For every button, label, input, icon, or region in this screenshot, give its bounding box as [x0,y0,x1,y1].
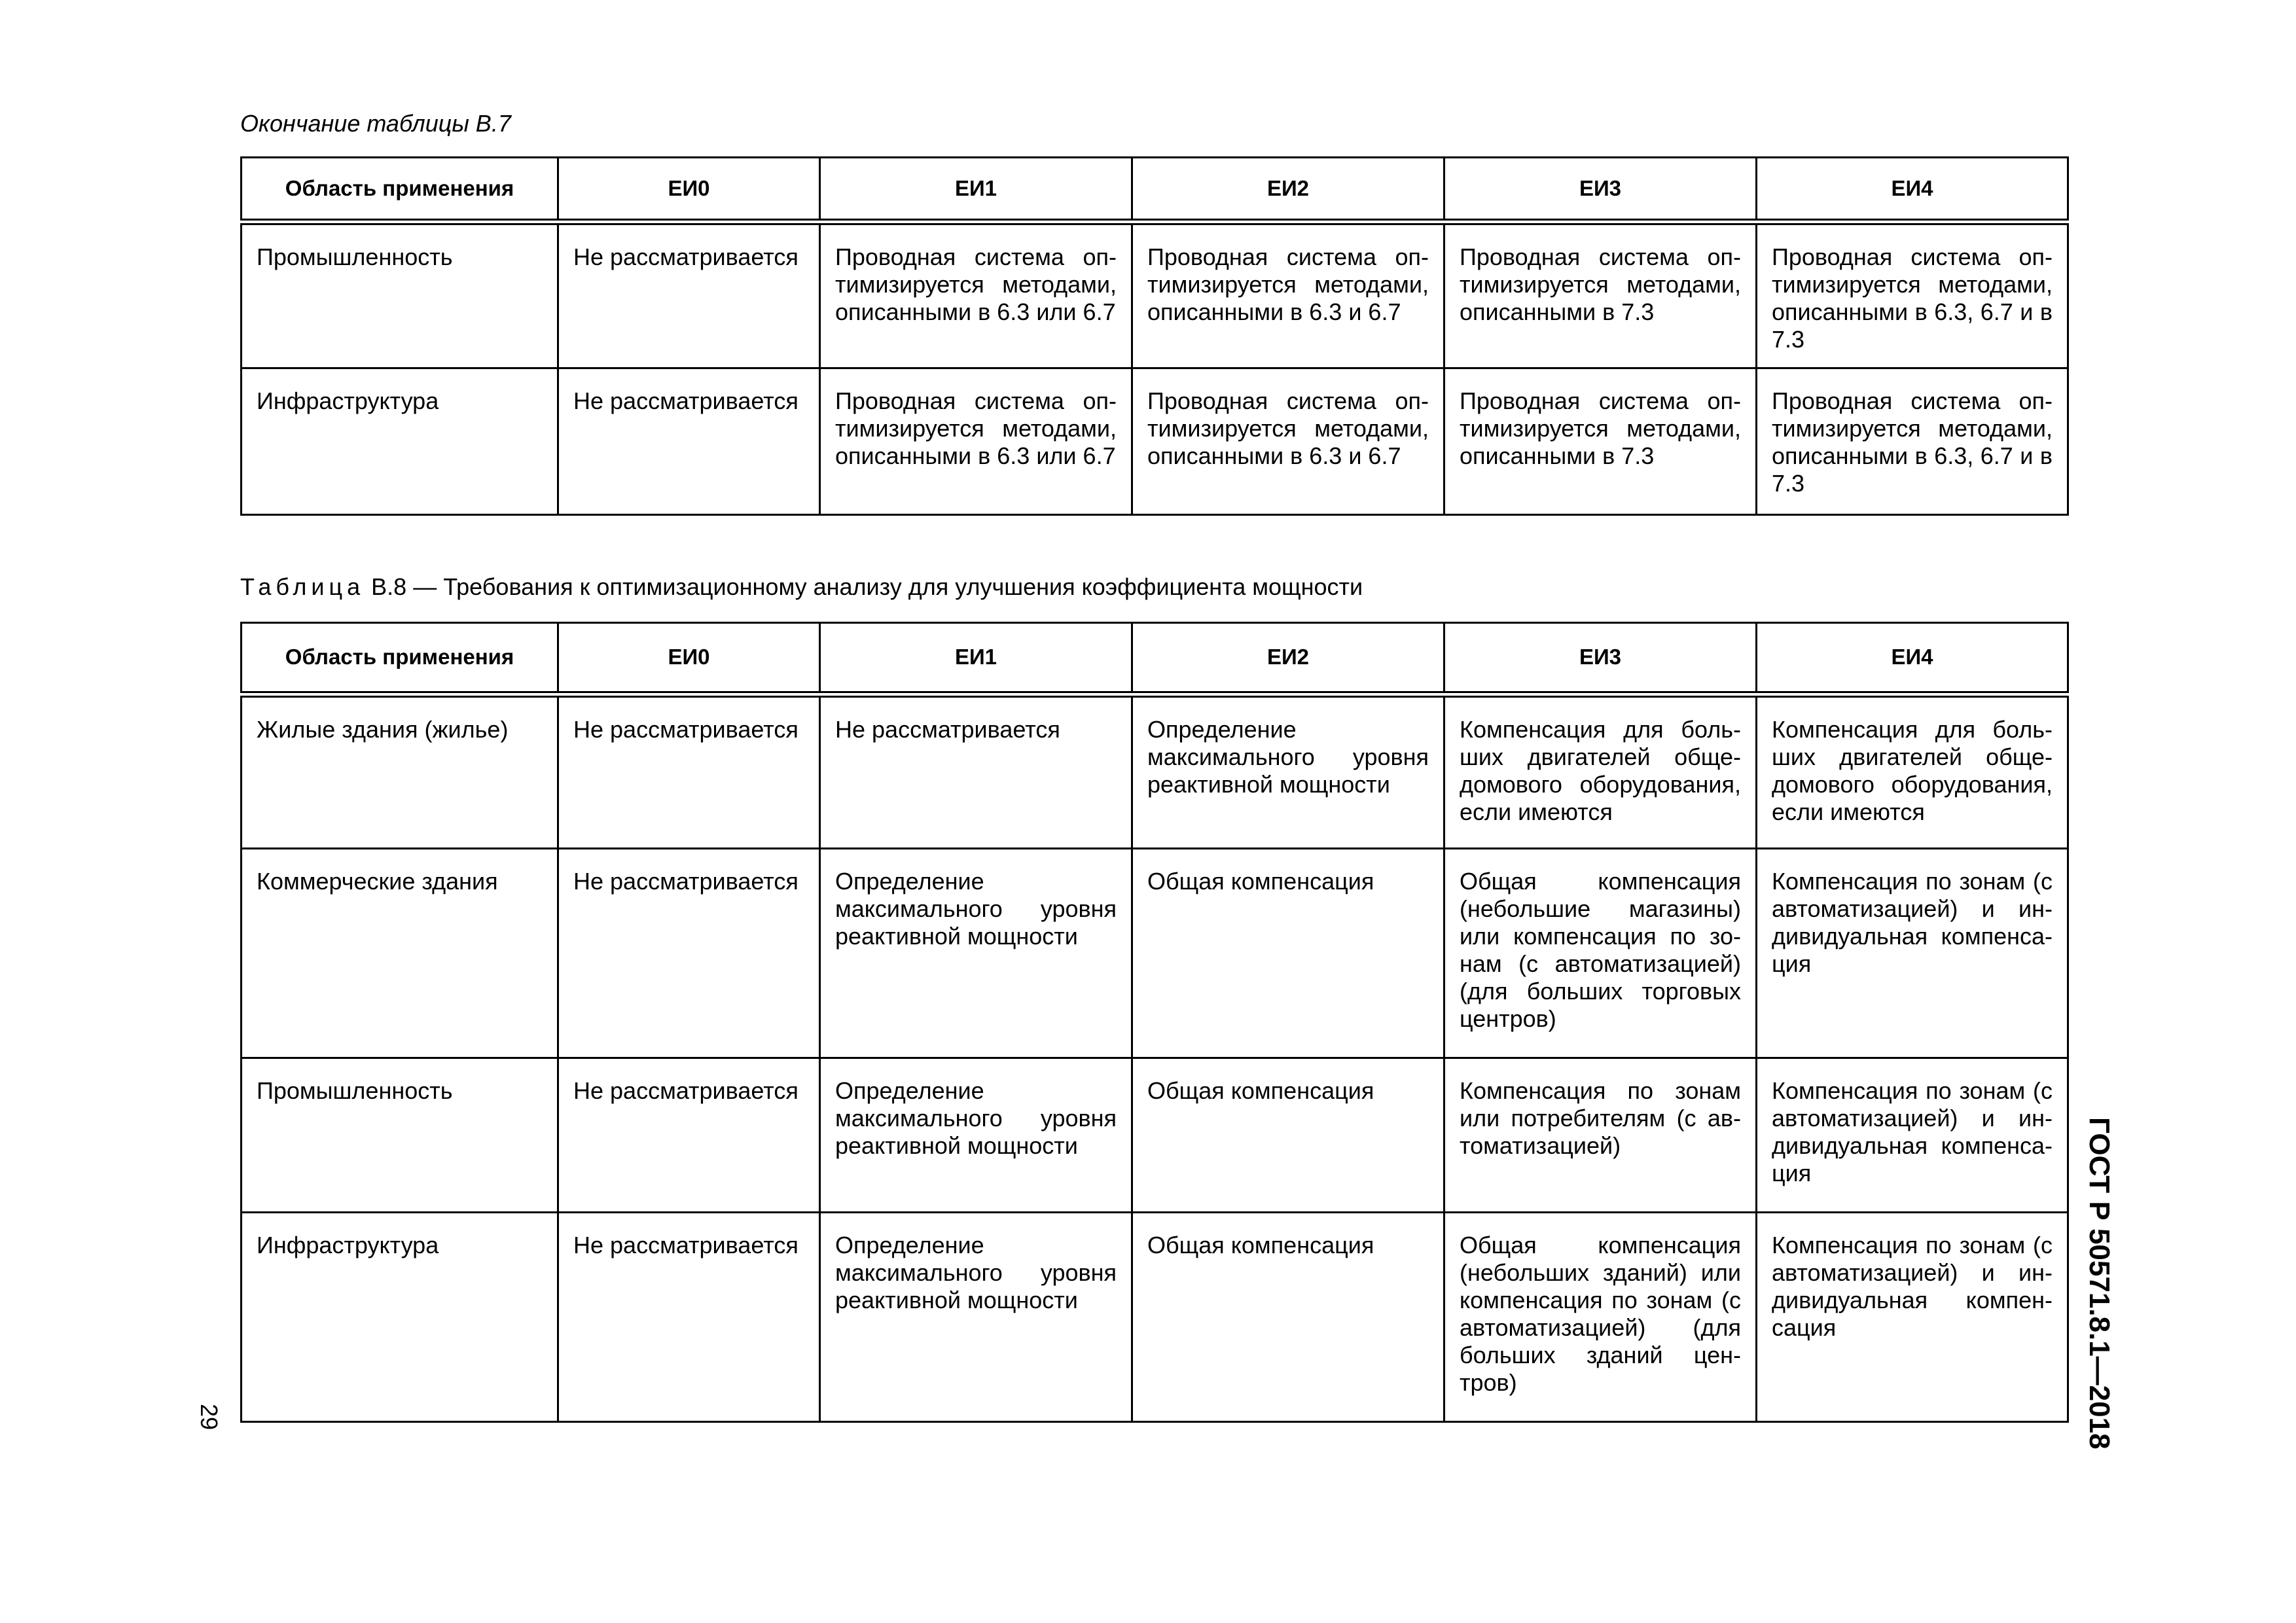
cell-area: Жилые здания (жилье) [242,694,558,849]
table-row [242,694,2068,849]
cell-ei3: Общая компенсация (небольшие магазины) или компенсация по зонам (с автоматизацией) (для больших торговых центров) [1444,849,1757,1058]
column-header-ei3: ЕИ3 [1444,623,1757,694]
table-b8 [240,622,2069,1423]
cell-ei3: Компенсация для больших двигателей общедомового оборудования, если имеются [1444,694,1757,849]
cell-ei4: Компенсация по зонам (с автоматизацией) и индивидуальная компенсация [1757,1058,2068,1213]
cell-ei3: Компенсация по зонам или потребителям (с автоматизацией) [1444,1058,1757,1213]
column-header-ei0: ЕИ0 [558,158,820,222]
cell-ei0: Не рассматривается [558,1213,820,1422]
cell-ei0: Не рассматривается [558,849,820,1058]
column-header-ei3: ЕИ3 [1444,158,1757,222]
cell-ei1: Определение максимального уровня реактивной мощности [820,1058,1132,1213]
column-header-ei2: ЕИ2 [1132,623,1444,694]
table-row [242,222,2068,368]
cell-ei3: Общая компенсация (небольших зданий) или компенсация по зонам (с автоматизацией) (для больших зданий центров) [1444,1213,1757,1422]
cell-ei3: Проводная система оптимизируется методами, описанными в 7.3 [1444,368,1757,515]
document-standard-title: ГОСТ Р 50571.8.1—2018 [2083,1117,2115,1450]
cell-area: Инфраструктура [242,368,558,515]
cell-ei2: Определение максимального уровня реактивной мощности [1132,694,1444,849]
table-header-row [242,158,2068,222]
table-header-row [242,623,2068,694]
column-header-ei1: ЕИ1 [820,158,1132,222]
cell-ei1: Проводная система оптимизируется методами, описанными в 6.3 или 6.7 [820,368,1132,515]
cell-ei1: Проводная система оптимизируется методами, описанными в 6.3 или 6.7 [820,222,1132,368]
cell-ei1: Определение максимального уровня реактивной мощности [820,849,1132,1058]
column-header-ei4: ЕИ4 [1757,623,2068,694]
page-number: 29 [196,1404,223,1431]
cell-area: Инфраструктура [242,1213,558,1422]
column-header-area: Область применения [242,158,558,222]
table-continuation-caption: Окончание таблицы В.7 [240,110,511,137]
cell-area: Коммерческие здания [242,849,558,1058]
cell-ei2: Общая компенсация [1132,1213,1444,1422]
cell-area: Промышленность [242,222,558,368]
table-row [242,1213,2068,1422]
cell-ei4: Проводная система оптимизируется методами, описанными в 6.3, 6.7 и в 7.3 [1757,368,2068,515]
cell-ei0: Не рассматривается [558,222,820,368]
cell-ei4: Компенсация для больших двигателей общедомового оборудования, если имеются [1757,694,2068,849]
table-row [242,1058,2068,1213]
cell-ei3: Проводная система оптимизируется методами, описанными в 7.3 [1444,222,1757,368]
cell-ei1: Не рассматривается [820,694,1132,849]
cell-ei4: Компенсация по зонам (с автоматизацией) и индивидуальная компенсация [1757,849,2068,1058]
table-b7 [240,156,2069,516]
cell-ei4: Проводная система оптимизируется методами, описанными в 6.3, 6.7 и в 7.3 [1757,222,2068,368]
cell-ei0: Не рассматривается [558,368,820,515]
cell-ei2: Общая компенсация [1132,1058,1444,1213]
cell-ei2: Проводная система оптимизируется методами, описанными в 6.3 и 6.7 [1132,222,1444,368]
cell-area: Промышленность [242,1058,558,1213]
cell-ei0: Не рассматривается [558,1058,820,1213]
table-b8-caption [240,573,1363,601]
column-header-ei4: ЕИ4 [1757,158,2068,222]
table-row [242,368,2068,515]
column-header-area: Область применения [242,623,558,694]
cell-ei4: Компенсация по зонам (с автоматизацией) и индивидуальная компенсация [1757,1213,2068,1422]
table-caption-label: Таблица [240,573,365,600]
cell-ei0: Не рассматривается [558,694,820,849]
table-row [242,849,2068,1058]
column-header-ei2: ЕИ2 [1132,158,1444,222]
column-header-ei1: ЕИ1 [820,623,1132,694]
cell-ei2: Общая компенсация [1132,849,1444,1058]
column-header-ei0: ЕИ0 [558,623,820,694]
table-caption-text: В.8 — Требования к оптимизационному анализу для улучшения коэффициента мощности [371,573,1363,600]
cell-ei1: Определение максимального уровня реактивной мощности [820,1213,1132,1422]
cell-ei2: Проводная система оптимизируется методами, описанными в 6.3 и 6.7 [1132,368,1444,515]
